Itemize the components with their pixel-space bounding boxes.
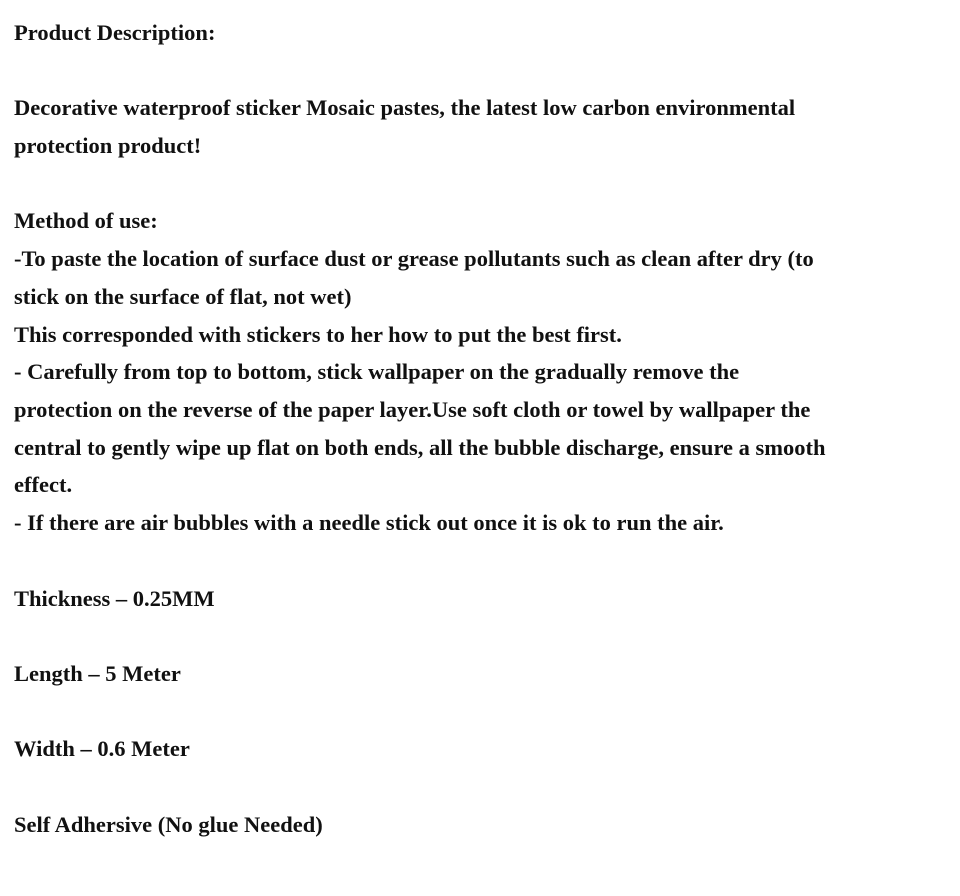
spacer bbox=[14, 617, 944, 655]
method-line-4: - Carefully from top to bottom, stick wallpaper on the gradually remove the bbox=[14, 359, 740, 385]
spec-adhesive: Self Adhersive (No glue Needed) bbox=[14, 811, 323, 837]
spacer bbox=[14, 693, 944, 731]
spec-width: Width – 0.6 Meter bbox=[14, 736, 190, 762]
intro-line-2: protection product! bbox=[14, 133, 202, 159]
method-line-6: central to gently wipe up flat on both ends, all the bubble discharge, ensure a smooth bbox=[14, 434, 826, 460]
spacer bbox=[14, 542, 944, 580]
method-line-2: stick on the surface of flat, not wet) bbox=[14, 283, 352, 309]
spec-thickness: Thickness – 0.25MM bbox=[14, 585, 215, 611]
spacer bbox=[14, 165, 944, 203]
method-line-5: protection on the reverse of the paper layer.Use soft cloth or towel by wallpaper the bbox=[14, 397, 811, 422]
product-description-heading: Product Description: bbox=[14, 20, 216, 45]
method-line-7: effect. bbox=[14, 472, 73, 498]
method-line-1: -To paste the location of surface dust or grease pollutants such as clean after dry (to bbox=[14, 246, 814, 272]
intro-line-1: Decorative waterproof sticker Mosaic pastes, the latest low carbon environmental bbox=[14, 95, 796, 121]
method-line-8: - If there are air bubbles with a needle stick out once it is ok to run the air. bbox=[14, 510, 724, 536]
spacer bbox=[14, 52, 944, 90]
spec-length: Length – 5 Meter bbox=[14, 660, 181, 686]
method-line-3: This corresponded with stickers to her how to put the best first. bbox=[14, 321, 622, 347]
product-description-document bbox=[14, 14, 944, 843]
method-of-use-heading: Method of use: bbox=[14, 208, 158, 234]
spacer bbox=[14, 768, 944, 806]
